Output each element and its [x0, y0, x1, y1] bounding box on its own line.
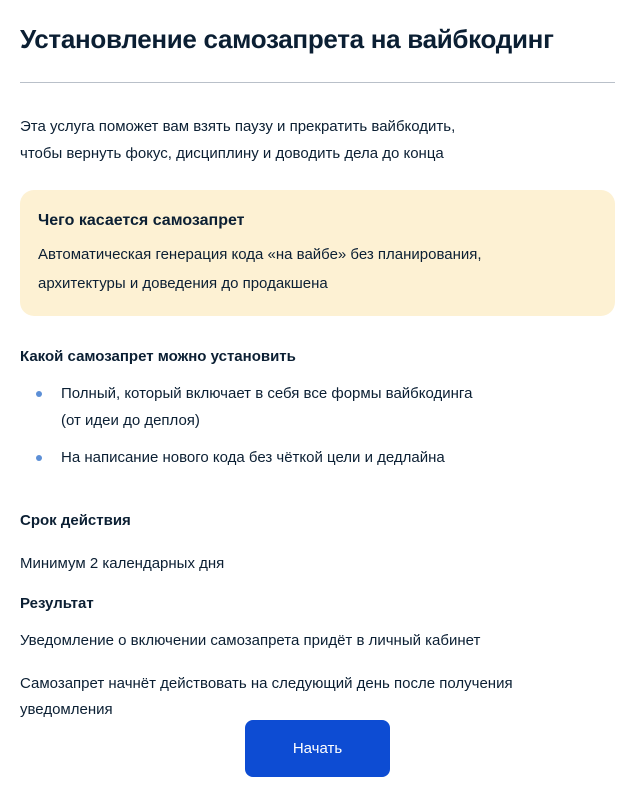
list-item — [20, 444, 615, 471]
option-new-code-line-1: На написание нового кода без чёткой цели и дедлайна — [61, 449, 445, 466]
list-item — [20, 380, 615, 434]
options-heading: Какой самозапрет можно установить — [20, 348, 296, 365]
validity-heading: Срок действия — [20, 512, 131, 529]
bullet-icon — [36, 455, 42, 461]
option-full-line-2: (от идеи до деплоя) — [61, 412, 200, 429]
option-full-line-1: Полный, который включает в себя все формы вайбкодинга — [61, 385, 473, 402]
notice-title: Чего касается самозапрет — [38, 212, 245, 229]
bullet-icon — [36, 391, 42, 397]
notice-box — [20, 190, 615, 316]
notice-line-2: архитектуры и доведения до продакшена — [38, 275, 328, 292]
result-start-line-2: уведомления — [20, 701, 113, 718]
intro-text — [20, 113, 610, 167]
result-start-text — [20, 671, 513, 723]
notice-text — [38, 240, 597, 298]
result-heading: Результат — [20, 595, 94, 612]
intro-line-1: Эта услуга поможет вам взять паузу и прекратить вайбкодить, — [20, 118, 456, 135]
start-button[interactable]: Начать — [245, 720, 390, 777]
options-list — [20, 380, 615, 471]
title-divider — [20, 82, 615, 83]
result-start-line-1: Самозапрет начнёт действовать на следующий день после получения — [20, 675, 513, 692]
notice-line-1: Автоматическая генерация кода «на вайбе» без планирования, — [38, 246, 482, 263]
intro-line-2: чтобы вернуть фокус, дисциплину и доводить дела до конца — [20, 145, 444, 162]
validity-text: Минимум 2 календарных дня — [20, 555, 225, 572]
page-title: Установление самозапрета на вайбкодинг — [20, 24, 554, 54]
result-notification-text: Уведомление о включении самозапрета придёт в личный кабинет — [20, 632, 481, 649]
